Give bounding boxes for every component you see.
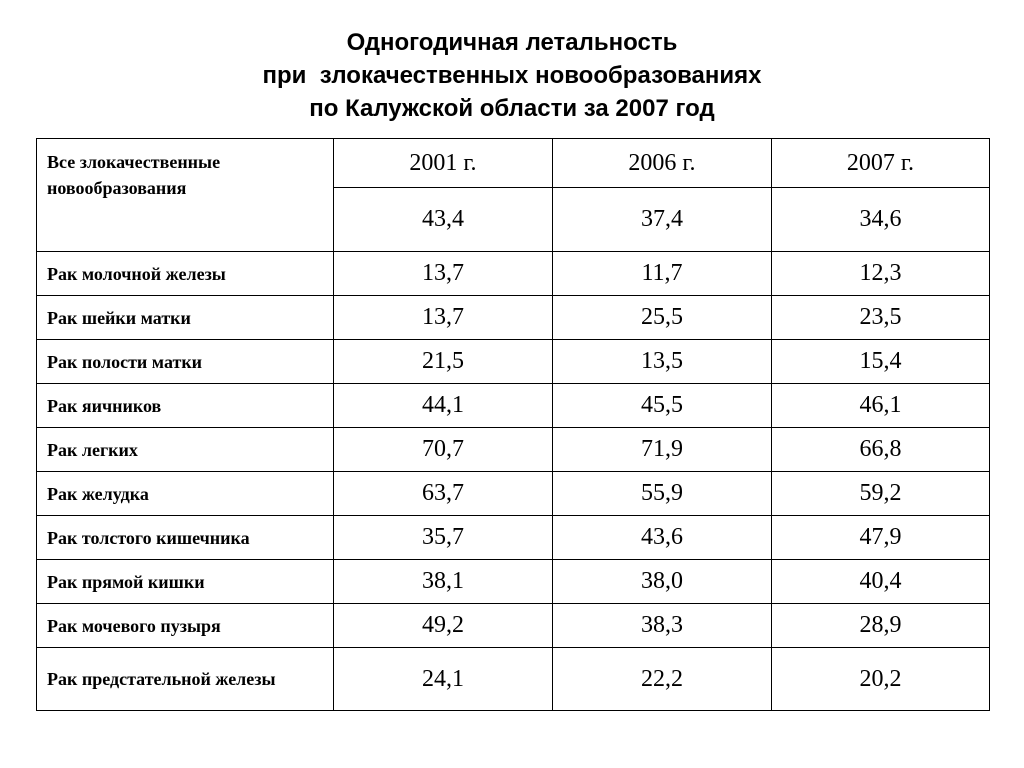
table-header-row bbox=[37, 139, 990, 188]
row-value: 43,6 bbox=[553, 516, 772, 560]
mortality-table bbox=[36, 138, 990, 711]
row-value: 46,1 bbox=[772, 384, 990, 428]
title-line-3: по Калужской области за 2007 год bbox=[309, 95, 715, 122]
table-row bbox=[37, 340, 990, 384]
row-value: 11,7 bbox=[553, 252, 772, 296]
title-line-2: при злокачественных новообразованиях bbox=[262, 62, 762, 89]
row-value: 59,2 bbox=[772, 472, 990, 516]
row-label: Рак предстательной железы bbox=[37, 648, 334, 711]
row-value: 35,7 bbox=[334, 516, 553, 560]
table-row bbox=[37, 384, 990, 428]
row-label: Рак шейки матки bbox=[37, 296, 334, 340]
year-header-2006: 2006 г. bbox=[553, 139, 772, 188]
table-row bbox=[37, 516, 990, 560]
row-value: 63,7 bbox=[334, 472, 553, 516]
year-header-2001: 2001 г. bbox=[334, 139, 553, 188]
row-label: Рак мочевого пузыря bbox=[37, 604, 334, 648]
row-value: 21,5 bbox=[334, 340, 553, 384]
slide-title bbox=[0, 26, 1024, 125]
row-value: 66,8 bbox=[772, 428, 990, 472]
row-label: Рак молочной железы bbox=[37, 252, 334, 296]
row-label: Рак яичников bbox=[37, 384, 334, 428]
row-value: 44,1 bbox=[334, 384, 553, 428]
table-row bbox=[37, 648, 990, 711]
year-header-2007: 2007 г. bbox=[772, 139, 990, 188]
table-row bbox=[37, 252, 990, 296]
row-value: 23,5 bbox=[772, 296, 990, 340]
row-label: Рак толстого кишечника bbox=[37, 516, 334, 560]
row-value: 47,9 bbox=[772, 516, 990, 560]
row-value: 12,3 bbox=[772, 252, 990, 296]
row-value: 24,1 bbox=[334, 648, 553, 711]
row-label: Рак прямой кишки bbox=[37, 560, 334, 604]
row-value: 49,2 bbox=[334, 604, 553, 648]
row-value: 71,9 bbox=[553, 428, 772, 472]
row-value: 13,7 bbox=[334, 252, 553, 296]
row-value: 38,0 bbox=[553, 560, 772, 604]
row-label: Рак полости матки bbox=[37, 340, 334, 384]
row-value: 15,4 bbox=[772, 340, 990, 384]
row-value: 22,2 bbox=[553, 648, 772, 711]
row-label: Рак желудка bbox=[37, 472, 334, 516]
row-value: 20,2 bbox=[772, 648, 990, 711]
total-label-cell: Все злокачественные новообразования bbox=[37, 139, 334, 252]
table-row bbox=[37, 472, 990, 516]
total-value-2001: 43,4 bbox=[334, 188, 553, 252]
row-value: 38,1 bbox=[334, 560, 553, 604]
table-row bbox=[37, 560, 990, 604]
row-value: 38,3 bbox=[553, 604, 772, 648]
row-value: 70,7 bbox=[334, 428, 553, 472]
table-row bbox=[37, 604, 990, 648]
row-label: Рак легких bbox=[37, 428, 334, 472]
total-value-2006: 37,4 bbox=[553, 188, 772, 252]
row-value: 13,7 bbox=[334, 296, 553, 340]
table-row bbox=[37, 296, 990, 340]
total-value-2007: 34,6 bbox=[772, 188, 990, 252]
row-value: 55,9 bbox=[553, 472, 772, 516]
row-value: 25,5 bbox=[553, 296, 772, 340]
row-value: 13,5 bbox=[553, 340, 772, 384]
row-value: 28,9 bbox=[772, 604, 990, 648]
title-line-1: Одногодичная летальность bbox=[346, 29, 678, 56]
row-value: 40,4 bbox=[772, 560, 990, 604]
table-row bbox=[37, 428, 990, 472]
row-value: 45,5 bbox=[553, 384, 772, 428]
